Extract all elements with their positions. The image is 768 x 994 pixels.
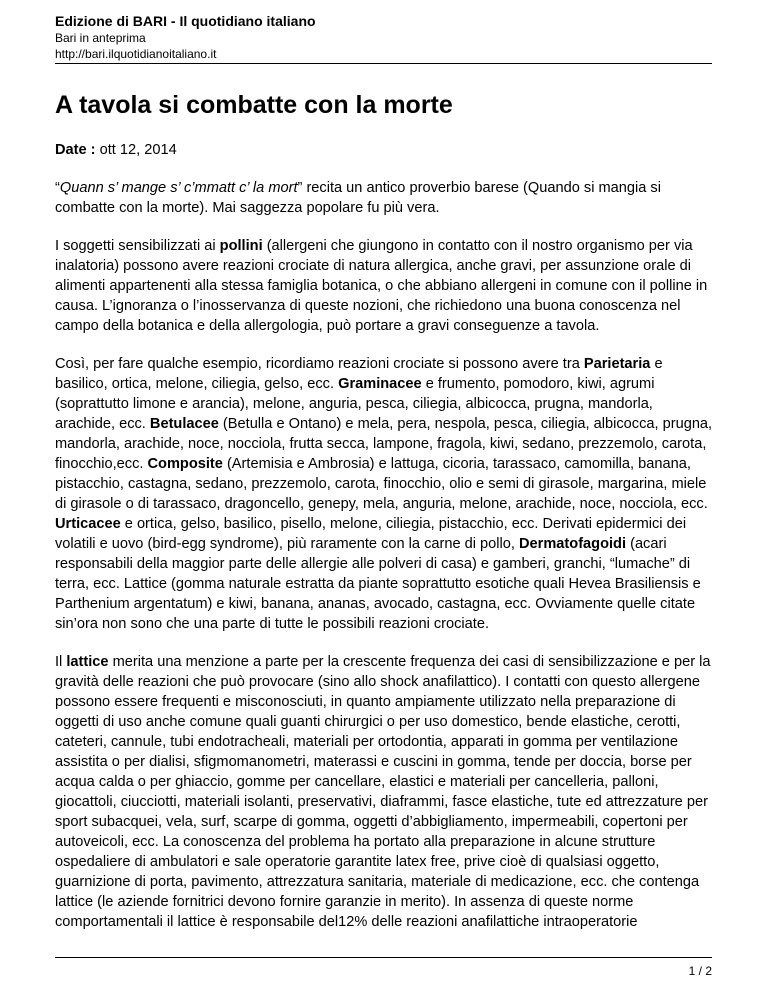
bold-term: Composite — [147, 456, 223, 472]
text-run: (acari responsabili della maggior parte delle allergie alle polveri di casa) e gamberi, granchi, “lumache” di terra, ecc. Lattice (gomma naturale estratta da piante soprattutto esotiche quali Hevea Brasiliensis e Parthenium argentatum) e kiwi, banana, ananas, avocado, castagna, ecc. Ovviamente quelle citate sin’ora non sono che una parte di tutte le possibili reazioni crociate. — [55, 536, 701, 632]
text-run: (allergeni che giungono in contatto con il nostro organismo per via inalatoria) possono avere reazioni crociate di natura allergica, anche gravi, per assunzione orale di alimenti appartenenti alla stessa famiglia botanica, o che abbiano allergeni in comune con il polline in causa. L’ignoranza o l’inosservanza di queste nozioni, che richiedono una buona conoscenza nel campo della botanica e della allergologia, può portare a gravi conseguenze a tavola. — [55, 238, 708, 334]
article-date — [55, 140, 715, 160]
paragraph-proverb — [55, 178, 715, 218]
text-run: e frumento, pomodoro, kiwi, agrumi (soprattutto limone e arancia), melone, anguria, pesca, ciliegia, albicocca, prugna, mandorla, arachide, ecc. — [55, 376, 655, 432]
date-value: ott 12, 2014 — [95, 142, 177, 158]
date-label: Date : — [55, 142, 96, 158]
proverb-text: Quann s’ mange s’ c’mmatt c’ la mort — [59, 180, 298, 196]
text-run: merita una menzione a parte per la crescente frequenza dei casi di sensibilizzazione e per la gravità delle reazioni che può provocare (sino allo shock anafilattico). I contatti con questo allergene possono essere frequenti e misconosciuti, in quanto ampiamente utilizzato nella preparazione di oggetti di uso anche comune quali guanti chirurgici o per uso domestico, bende elastiche, cerotti, cateteri, cannule, tubi endotracheali, materiali per ortodontia, apparati in gomma per ventilazione assistita o per dialisi, sfigmomanometri, materassi e cuscini in gomma, tende per doccia, borse per acqua calda o per ghiaccio, gomme per cancellare, elastici e materiali per cancelleria, palloni, giocattoli, ciucciotti, materiali isolanti, preservativi, diaframmi, fasce elastiche, tute ed attrezzature per sport subacquei, vela, surf, scarpe di gomma, oggetti d’abbigliamento, impermeabili, copertoni per autoveicoli, ecc. La conoscenza del problema ha portato alla preparazione in alcune strutture ospedaliere di ambulatori e sale operatorie garantite latex free, prive cioè di qualsiasi oggetto, guarnizione di porta, pavimento, attrezzatura sanitaria, materiale di medicazione, ecc. che contenga lattice (le aziende fornitrici devono fornire garanzie in merito). In assenza di queste norme comportamentali il lattice è responsabile del12% delle reazioni anafilattiche intraoperatorie — [55, 654, 711, 930]
text-run: e ortica, gelso, basilico, pisello, melone, ciliegia, pistacchio, ecc. Derivati epidermici dei volatili e uovo (bird-egg syndrome), più raramente con la carne di pollo, — [55, 516, 687, 552]
article-title: A tavola si combatte con la morte — [55, 91, 453, 119]
header-divider — [55, 63, 712, 64]
footer-divider — [55, 957, 712, 958]
bold-term: lattice — [66, 654, 109, 670]
text-run: e basilico, ortica, melone, ciliegia, gelso, ecc. — [55, 356, 663, 392]
text-run: (Artemisia e Ambrosia) e lattuga, cicoria, tarassaco, camomilla, banana, pistacchio, castagna, sedano, prezzemolo, carota, finocchio, olio e semi di girasole, margarina, miele di girasole o di tarassaco, dragoncello, genepy, mela, anguria, melone, arachide, noce, nocciola, ecc. — [55, 456, 708, 512]
text-run: (Betulla e Ontano) e mela, pera, nespola, pesca, ciliegia, albicocca, prugna, mandorla, arachide, noce, nocciola, frutta secca, lampone, fragola, kiwi, sedano, prezzemolo, carota, finocchio,ecc. — [55, 416, 713, 472]
site-url: http://bari.ilquotidianoitaliano.it — [55, 47, 217, 61]
text-run: Così, per fare qualche esempio, ricordiamo reazioni crociate si possono avere tra — [55, 356, 584, 372]
text-run: Il — [55, 654, 67, 670]
paragraph-pollini — [55, 236, 715, 336]
paragraph-lattice — [55, 652, 715, 932]
paragraph-cross-reactions — [55, 354, 715, 634]
page-number: 1 / 2 — [688, 964, 712, 978]
proverb-rest: ” recita un antico proverbio barese (Quando si mangia si combatte con la morte). Mai saggezza popolare fu più vera. — [55, 180, 661, 216]
bold-term: Urticacee — [55, 516, 121, 532]
bold-term: Parietaria — [583, 356, 651, 372]
article-body — [55, 140, 715, 950]
site-subtitle: Bari in anteprima — [55, 31, 146, 45]
site-name: Edizione di BARI - Il quotidiano italiano — [55, 13, 316, 29]
bold-term: Dermatofagoidi — [519, 536, 627, 552]
bold-term: Betulacee — [149, 416, 219, 432]
page-header — [55, 13, 712, 62]
bold-term: Graminacee — [338, 376, 422, 392]
text-run: I soggetti sensibilizzati ai — [55, 238, 220, 254]
bold-term: pollini — [219, 238, 263, 254]
open-quote: “ — [55, 180, 60, 196]
